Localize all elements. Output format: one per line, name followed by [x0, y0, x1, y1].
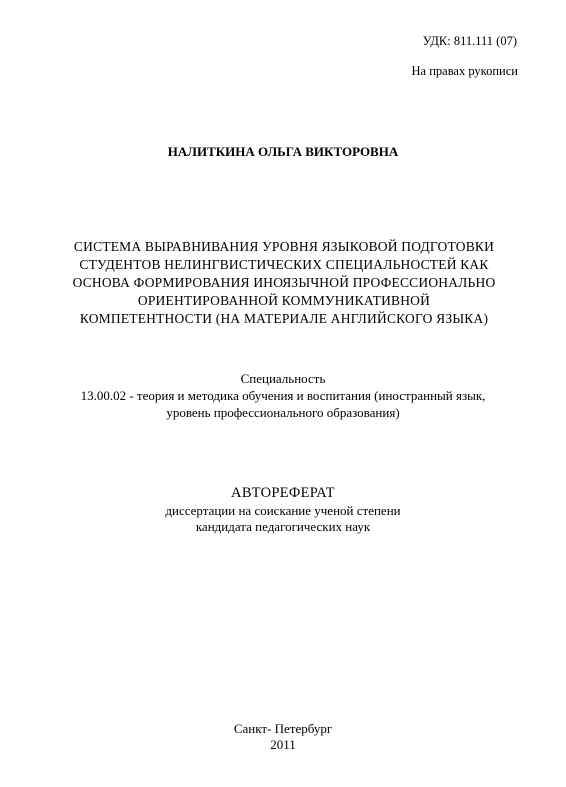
specialty-block: [0, 370, 566, 421]
udk-code: УДК: 811.111 (07): [422, 34, 517, 48]
title-line: СИСТЕМА ВЫРАВНИВАНИЯ УРОВНЯ ЯЗЫКОВОЙ ПОДГОТОВКИ: [73, 239, 495, 254]
title-line: ОРИЕНТИРОВАННОЙ КОММУНИКАТИВНОЙ: [137, 293, 431, 308]
title-line: СТУДЕНТОВ НЕЛИНГВИСТИЧЕСКИХ СПЕЦИАЛЬНОСТЕЙ КАК: [79, 257, 489, 272]
manuscript-rights-note: На правах рукописи: [411, 64, 518, 78]
city-name: Санкт- Петербург: [233, 721, 333, 736]
author-name: НАЛИТКИНА ОЛЬГА ВИКТОРОВНА: [167, 144, 399, 159]
title-line: ОСНОВА ФОРМИРОВАНИЯ ИНОЯЗЫЧНОЙ ПРОФЕССИОНАЛЬНО: [72, 275, 496, 290]
abstract-title: АВТОРЕФЕРАТ: [231, 485, 335, 501]
place-and-year: [0, 721, 566, 753]
specialty-code-line-2: уровень профессионального образования): [166, 405, 400, 420]
title-line: КОМПЕТЕНТНОСТИ (НА МАТЕРИАЛЕ АНГЛИЙСКОГО ЯЗЫКА): [79, 311, 489, 326]
publication-year: 2011: [270, 737, 296, 752]
abstract-purpose-line: диссертации на соискание ученой степени: [165, 503, 401, 518]
dissertation-title: [40, 238, 528, 328]
specialty-label: Специальность: [240, 371, 326, 386]
abstract-degree-line: кандидата педагогических наук: [195, 519, 371, 534]
abstract-block: [0, 484, 566, 535]
specialty-code-line: 13.00.02 - теория и методика обучения и воспитания (иностранный язык,: [80, 388, 486, 403]
